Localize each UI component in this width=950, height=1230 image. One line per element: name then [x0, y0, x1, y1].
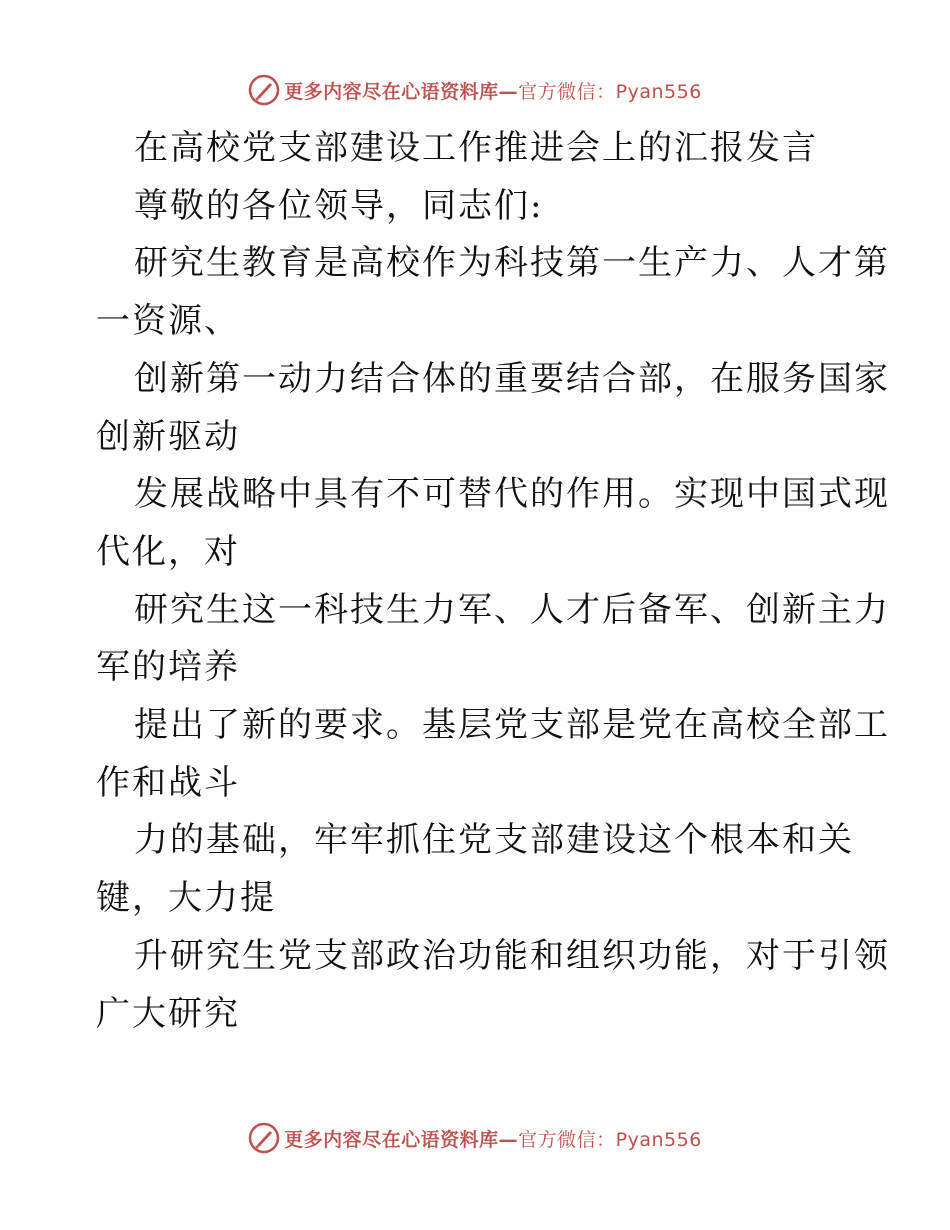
banner-dash: —	[498, 1128, 519, 1151]
banner-main-text: 更多内容尽在心语资料库	[284, 1128, 499, 1151]
paragraph-line: 研究生这一科技生力军、人才后备军、创新主力	[134, 589, 890, 630]
header-banner	[0, 72, 950, 108]
paragraph-line-continuation: 代化，对	[96, 531, 240, 572]
paragraph-line-continuation: 创新驱动	[96, 416, 240, 457]
banner-dash: —	[498, 80, 519, 103]
paragraph-line-continuation: 一资源、	[96, 301, 240, 342]
paragraph-line-continuation: 军的培养	[96, 647, 240, 688]
paragraph-line: 发展战略中具有不可替代的作用。实现中国式现	[134, 474, 890, 515]
paragraph-line: 提出了新的要求。基层党支部是党在高校全部工	[134, 705, 890, 746]
quill-pen-logo-icon	[248, 74, 280, 106]
footer-banner	[0, 1120, 950, 1156]
document-body	[96, 120, 890, 1043]
paragraph-line-continuation: 作和战斗	[96, 762, 240, 803]
salutation: 尊敬的各位领导，同志们:	[134, 185, 544, 226]
banner-main-text: 更多内容尽在心语资料库	[284, 80, 499, 103]
paragraph-line: 创新第一动力结合体的重要结合部，在服务国家	[134, 358, 890, 399]
paragraph-line: 力的基础，牢牢抓住党支部建设这个根本和关	[134, 820, 854, 861]
paragraph-line: 升研究生党支部政治功能和组织功能，对于引领	[134, 935, 890, 976]
paragraph-line: 研究生教育是高校作为科技第一生产力、人才第	[134, 243, 890, 284]
quill-pen-logo-icon	[248, 1122, 280, 1154]
paragraph-line-continuation: 键，大力提	[96, 878, 276, 919]
paragraph-line-continuation: 广大研究	[96, 993, 240, 1034]
document-title: 在高校党支部建设工作推进会上的汇报发言	[134, 128, 818, 168]
banner-wechat-text: 官方微信：Pyan556	[518, 80, 702, 103]
banner-wechat-text: 官方微信：Pyan556	[518, 1128, 702, 1151]
